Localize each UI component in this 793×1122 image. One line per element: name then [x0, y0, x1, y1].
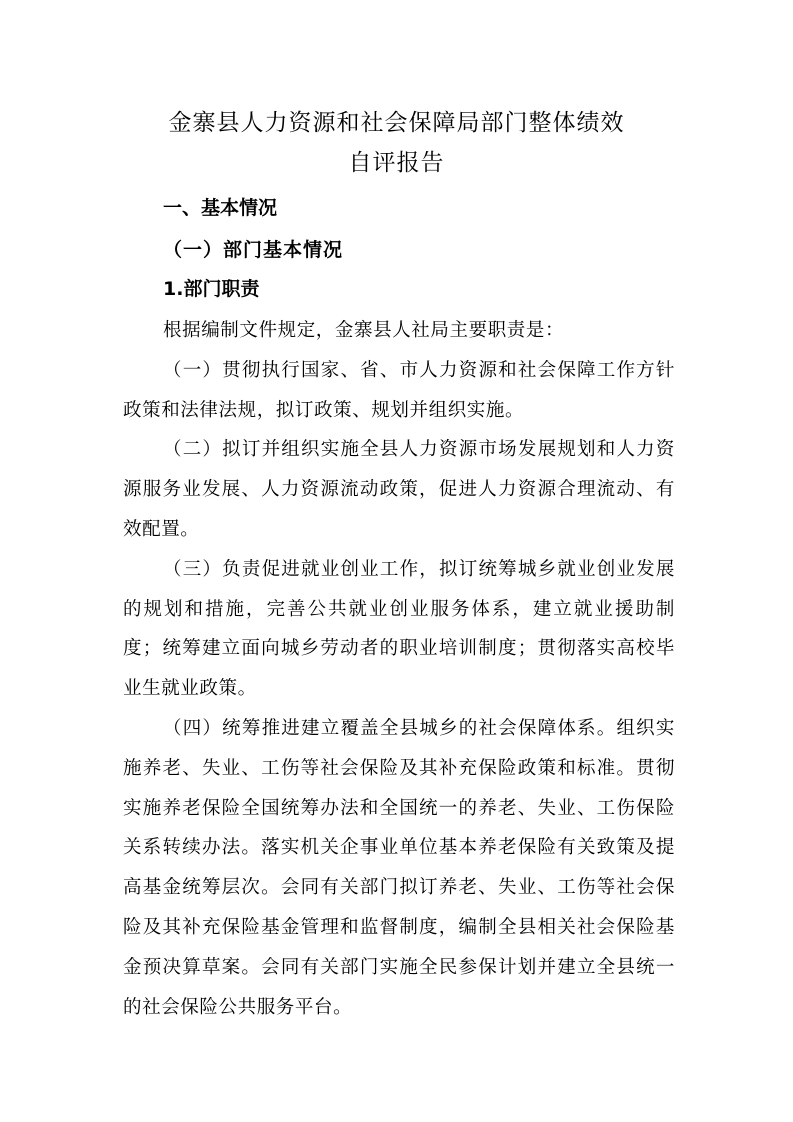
report-title-line-1: 金寨县人力资源和社会保障局部门整体绩效: [168, 110, 625, 136]
paragraph-intro: 根据编制文件规定，金寨县人社局主要职责是：: [163, 320, 565, 341]
paragraph-duty-2: （二）拟订并组织实施全县人力资源市场发展规划和人力资源服务业发展、人力资源流动政策，促进人力资源合理流动、有效配置。: [123, 439, 675, 540]
item-heading-department-duties: 1.部门职责: [163, 278, 260, 300]
paragraph-duty-4: （四）统筹推进建立覆盖全县城乡的社会保障体系。组织实施养老、失业、工伤等社会保险及其补充保险政策和标准。贯彻实施养老保险全国统筹办法和全国统一的养老、失业、工伤保险关系转续办法。落实机关企事业单位基本养老保险有关致策及提高基金统筹层次。会同有关部门拟订养老、失业、工伤等社会保险及其补充保险基金管理和监督制度，编制全县相关社会保险基金预决算草案。会同有关部门实施全民参保计划并建立全县统一的社会保险公共服务平台。: [123, 717, 675, 1018]
subsection-heading-department-info: （一）部门基本情况: [163, 239, 344, 261]
paragraph-duty-3: （三）负责促进就业创业工作，拟订统筹城乡就业创业发展的规划和措施，完善公共就业创业服务体系，建立就业援助制度；统筹建立面向城乡劳动者的职业培训制度；贯彻落实高校毕业生就业政策。: [123, 558, 675, 700]
report-title-line-2: 自评报告: [348, 150, 445, 176]
paragraph-duty-1: （一）贯彻执行国家、省、市人力资源和社会保障工作方针政策和法律法规，拟订政策、规划并组织实施。: [123, 359, 675, 421]
body-text: [123, 311, 675, 1027]
section-heading-basic-info: 一、基本情况: [163, 197, 278, 219]
